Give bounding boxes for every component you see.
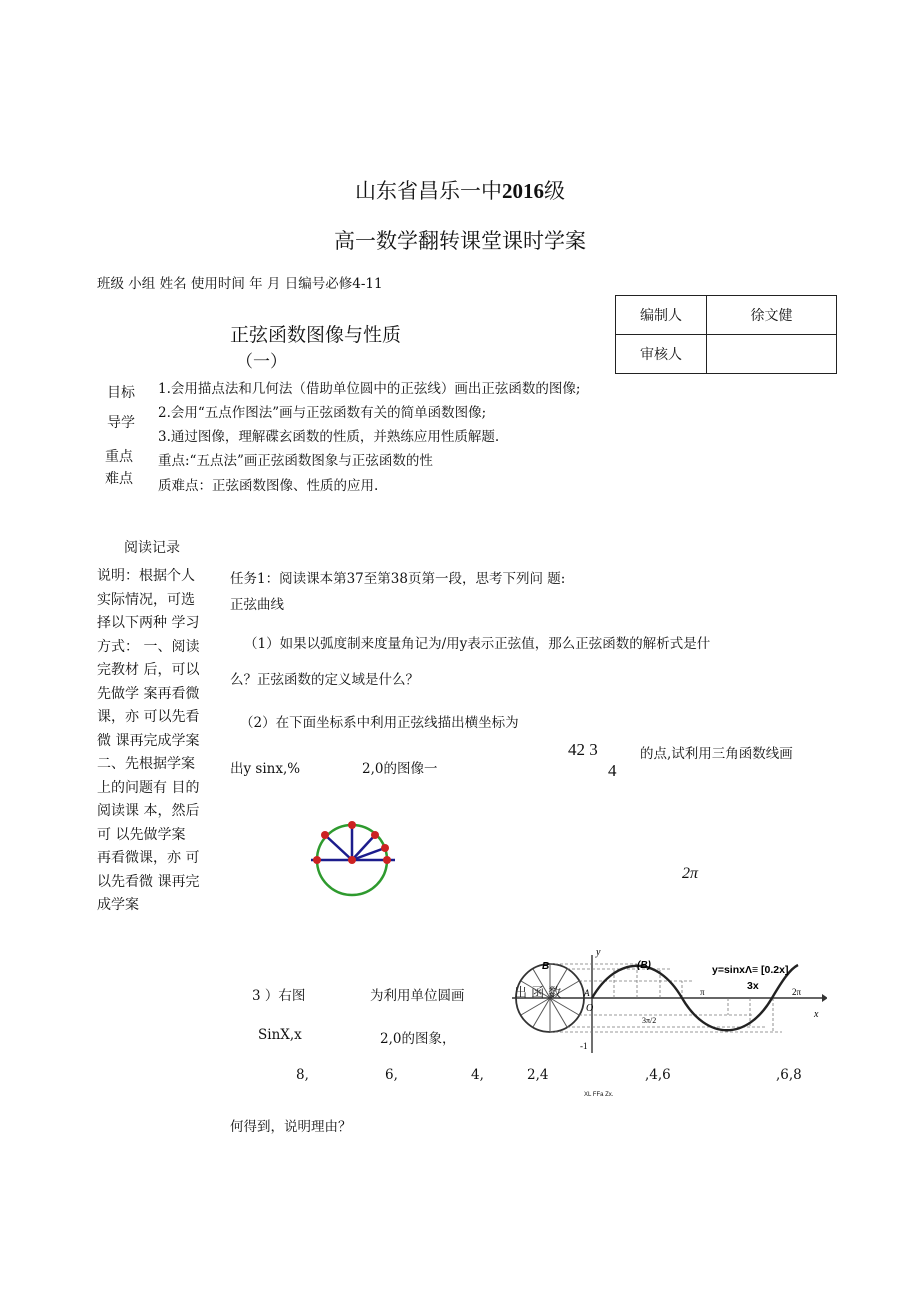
page-title bbox=[0, 175, 920, 205]
number-item: 6, bbox=[385, 1067, 398, 1083]
question-3-a: 3 ）右图 bbox=[252, 988, 306, 1004]
question-2-line-1: （2）在下面坐标系中利用正弦线描出横坐标为 bbox=[240, 715, 519, 731]
side-note-line: 微 课再完成学案 bbox=[97, 732, 200, 749]
figure-label-b2: (B) bbox=[637, 960, 651, 971]
sign-row bbox=[616, 335, 837, 374]
goals-label-1: 目标 bbox=[107, 385, 135, 401]
figure-label-minus1: -1 bbox=[580, 1041, 588, 1051]
circle-point bbox=[348, 856, 356, 864]
side-note-line: 方式： 一、阅读 bbox=[97, 638, 200, 655]
question-2-line-2a: 出y sinx,% bbox=[230, 761, 301, 777]
side-note-line: 成学案 bbox=[97, 897, 139, 913]
page-subtitle: 高一数学翻转课堂课时学案 bbox=[334, 229, 586, 253]
figure-overlay-text: 出 函 数 bbox=[514, 986, 562, 1001]
figure-label-o: O bbox=[586, 1003, 594, 1014]
goals-label-2: 导学 bbox=[107, 415, 135, 431]
figure-func-sub: 3x bbox=[747, 980, 759, 992]
circle-point bbox=[348, 821, 356, 829]
task-topic: 正弦曲线 bbox=[230, 597, 284, 613]
side-note-line: 以先看微 课再完 bbox=[97, 873, 200, 890]
number-item: 2,4 bbox=[527, 1067, 549, 1083]
sine-graph-figure bbox=[512, 945, 827, 1057]
reviewer-value bbox=[707, 335, 837, 374]
side-note-line: 可 以先做学案 bbox=[97, 826, 186, 843]
side-note-line: 上的问题有 目的 bbox=[97, 779, 200, 796]
circle-point bbox=[371, 831, 379, 839]
unit-circle-sketch bbox=[305, 815, 405, 900]
number-item: 4, bbox=[471, 1067, 484, 1083]
tiny-caption: XL FFa Zx. bbox=[584, 1092, 614, 1098]
sign-row bbox=[616, 296, 837, 335]
keypoint-item: 质难点：正弦函数图像、性质的应用. bbox=[158, 478, 379, 494]
title-text: 山东省昌乐一中 bbox=[355, 179, 502, 203]
lesson-title: 正弦函数图像与性质 bbox=[230, 324, 402, 346]
goal-item: 1.会用描点法和几何法（借助单位圆中的正弦线）画出正弦函数的图像; bbox=[158, 381, 581, 397]
figure-label-b: B bbox=[542, 961, 550, 972]
side-note-line: 先做学 案再看微 bbox=[97, 685, 200, 702]
fraction-numerator: 42 3 bbox=[568, 740, 598, 759]
info-line: 班级 小组 姓名 使用时间 年 月 日编号必修4-11 bbox=[97, 276, 383, 292]
side-note-line: 实际情况，可选 bbox=[97, 591, 195, 608]
question-2-line-2b: 2,0的图像一 bbox=[362, 761, 438, 777]
keypoint-item: 重点:“五点法”画正弦函数图象与正弦函数的性 bbox=[158, 453, 433, 469]
circle-point bbox=[321, 831, 329, 839]
question-1-line-1: （1）如果以弧度制来度量角记为/用y表示正弦值，那么正弦函数的解析式是什 bbox=[244, 636, 711, 652]
figure-label-3pi2: 3π/2 bbox=[642, 1016, 657, 1025]
two-pi-label: 2π bbox=[682, 865, 699, 882]
figure-label-2pi: 2π bbox=[792, 987, 802, 997]
number-item: ,4,6 bbox=[645, 1067, 671, 1083]
side-note-line: 择以下两种 学习 bbox=[97, 615, 200, 631]
question-3-d: 2,0的图象， bbox=[380, 1031, 456, 1047]
keypoints-label-2: 难点 bbox=[105, 471, 133, 487]
side-note-line: 课，亦 可以先看 bbox=[97, 709, 200, 725]
number-item: 8, bbox=[296, 1067, 309, 1083]
editor-value: 徐文健 bbox=[707, 296, 837, 335]
number-item: ,6,8 bbox=[776, 1067, 802, 1083]
question-3-c: SinX,x bbox=[258, 1027, 302, 1043]
goal-item: 3.通过图像，理解碟玄函数的性质，并熟练应用性质解题. bbox=[158, 429, 500, 445]
figure-label-pi: π bbox=[700, 987, 705, 997]
side-note-line: 阅读课 本，然后 bbox=[97, 803, 200, 819]
circle-point bbox=[383, 856, 391, 864]
reviewer-label: 审核人 bbox=[616, 335, 707, 374]
figure-label-a: A bbox=[584, 988, 590, 998]
figure-label-y: y bbox=[596, 947, 601, 958]
keypoints-label-1: 重点 bbox=[105, 449, 133, 465]
side-note-line: 说明：根据个人 bbox=[97, 568, 195, 584]
figure-func-label: y=sinxΛ≡ [0.2x] bbox=[712, 964, 789, 976]
side-note-line: 再看微课，亦 可 bbox=[97, 850, 200, 866]
editor-label: 编制人 bbox=[616, 296, 707, 335]
figure-label-x: x bbox=[814, 1009, 819, 1020]
final-question-line: 何得到，说明理由？ bbox=[230, 1119, 352, 1135]
question-2-tail: 的点,试利用三角函数线画 bbox=[640, 746, 793, 762]
radius-line bbox=[325, 835, 352, 860]
fraction-denominator: 4 bbox=[608, 761, 617, 780]
title-suffix: 级 bbox=[544, 179, 565, 203]
question-3-b: 为利用单位圆画 bbox=[370, 988, 465, 1004]
side-note bbox=[97, 565, 215, 918]
sign-table bbox=[615, 295, 837, 374]
circle-point bbox=[381, 844, 389, 852]
lesson-subtitle: （一） bbox=[236, 352, 287, 372]
task-heading: 任务1：阅读课本第37至第38页第一段，思考下列问 题: bbox=[230, 571, 566, 587]
question-1-line-2: 么？正弦函数的定义域是什么？ bbox=[230, 672, 419, 688]
title-year: 2016 bbox=[502, 179, 544, 203]
goal-item: 2.会用“五点作图法”画与正弦函数有关的简单函数图像; bbox=[158, 405, 487, 421]
circle-point bbox=[313, 856, 321, 864]
side-note-line: 二、先根据学案 bbox=[97, 756, 195, 772]
x-axis-arrow bbox=[822, 994, 827, 1002]
reading-record-heading: 阅读记录 bbox=[124, 540, 180, 556]
side-note-line: 完教材 后，可以 bbox=[97, 662, 200, 678]
